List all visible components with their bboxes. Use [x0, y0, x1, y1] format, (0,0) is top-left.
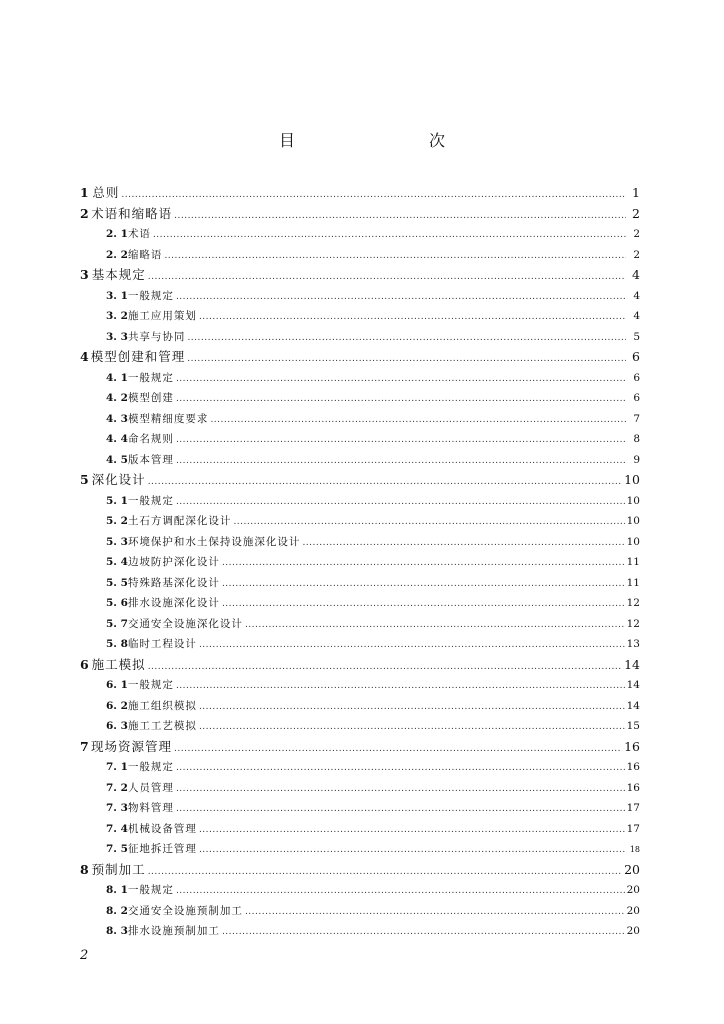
toc-entry-label: 命名规则: [127, 433, 174, 445]
toc-leader-dots: [176, 676, 625, 697]
toc-leader-dots: [199, 840, 626, 861]
toc-entry-page: 10: [626, 535, 640, 548]
toc-entry-page: 18: [629, 845, 640, 854]
toc-entry-number: 3: [80, 267, 89, 282]
toc-section-entry[interactable]: [80, 388, 640, 409]
toc-entry-label: 版本管理: [127, 453, 174, 466]
toc-entry-label: 共享与协同: [127, 330, 186, 343]
toc-entry-number: 8. 2: [106, 904, 128, 917]
toc-chapter-entry[interactable]: [80, 470, 640, 491]
toc-section-entry[interactable]: [80, 532, 640, 553]
toc-entry-label: 机械设备管理: [127, 822, 197, 835]
toc-entry-page: 4: [632, 267, 640, 282]
toc-leader-dots: [148, 472, 622, 493]
toc-leader-dots: [222, 922, 625, 943]
toc-section-entry[interactable]: [80, 798, 640, 819]
toc-entry-page: 20: [624, 861, 640, 877]
toc-entry-page: 10: [626, 515, 640, 527]
toc-entry-label: 特殊路基深化设计: [127, 576, 220, 589]
toc-entry-page: 14: [624, 656, 640, 672]
toc-entry-number: 4: [80, 349, 89, 364]
toc-entry-page: 17: [626, 822, 640, 835]
toc-entry-label: 一般规定: [127, 371, 174, 384]
toc-entry-number: 7. 3: [106, 802, 128, 814]
toc-leader-dots: [121, 185, 626, 206]
toc-section-entry[interactable]: [80, 224, 640, 245]
toc-section-entry[interactable]: [80, 696, 640, 717]
toc-entry-number: 5. 8: [106, 638, 128, 650]
toc-section-entry[interactable]: [80, 306, 640, 327]
toc-section-entry[interactable]: [80, 327, 640, 348]
toc-entry-number: 8. 1: [106, 884, 128, 896]
toc-entry-number: 3. 1: [106, 289, 128, 302]
toc-leader-dots: [176, 758, 625, 779]
toc-section-entry[interactable]: [80, 552, 640, 573]
toc-entry-label: 模型精细度要求: [127, 412, 209, 425]
toc-entry-label: 物料管理: [127, 802, 174, 814]
toc-leader-dots: [176, 287, 626, 308]
toc-entry-page: 12: [626, 617, 640, 630]
toc-entry-page: 14: [626, 679, 640, 691]
toc-entry-label: 交通安全设施预制加工: [127, 904, 243, 917]
toc-leader-dots: [153, 225, 626, 246]
toc-section-entry[interactable]: [80, 573, 640, 594]
toc-section-entry[interactable]: [80, 778, 640, 799]
toc-entry-page: 2: [633, 228, 640, 240]
toc-entry-page: 2: [633, 248, 640, 261]
toc-leader-dots: [176, 389, 626, 410]
toc-leader-dots: [174, 739, 622, 760]
toc-entry-number: 7. 4: [106, 822, 128, 835]
toc-section-entry[interactable]: [80, 757, 640, 778]
toc-section-entry[interactable]: [80, 491, 640, 512]
toc-chapter-entry[interactable]: [80, 183, 640, 204]
toc-section-entry[interactable]: [80, 409, 640, 430]
toc-section-entry[interactable]: [80, 819, 640, 840]
toc-entry-number: 2. 1: [106, 228, 128, 240]
toc-leader-dots: [199, 717, 625, 738]
page-number: 2: [80, 948, 89, 963]
toc-leader-dots: [302, 533, 624, 554]
toc-entry-page: 10: [624, 472, 640, 487]
toc-entry-number: 1: [80, 185, 89, 200]
toc-entry-label: 一般规定: [127, 761, 174, 773]
toc-chapter-entry[interactable]: [80, 655, 640, 676]
toc-entry-label: 模型创建: [127, 392, 174, 404]
toc-entry-number: 7. 1: [106, 761, 128, 773]
toc-entry-page: 8: [633, 433, 640, 445]
toc-leader-dots: [187, 349, 626, 370]
toc-entry-number: 5. 2: [106, 515, 128, 527]
toc-entry-page: 9: [633, 453, 640, 466]
toc-entry-number: 5. 6: [106, 597, 128, 609]
toc-entry-page: 16: [626, 781, 640, 794]
toc-entry-label: 边坡防护深化设计: [127, 556, 220, 568]
toc-section-entry[interactable]: [80, 901, 640, 922]
toc-entry-page: 4: [633, 289, 640, 302]
toc-leader-dots: [199, 307, 626, 328]
toc-entry-number: 2: [80, 205, 89, 221]
toc-leader-dots: [164, 246, 626, 267]
toc-entry-label: 施工模拟: [91, 656, 146, 672]
toc-entry-number: 5: [80, 472, 89, 487]
toc-entry-number: 7. 2: [106, 781, 128, 794]
toc-entry-label: 预制加工: [91, 861, 146, 877]
toc-entry-label: 环境保护和水土保持设施深化设计: [127, 535, 301, 548]
toc-leader-dots: [148, 657, 622, 678]
toc-section-entry[interactable]: [80, 614, 640, 635]
toc-entry-label: 临时工程设计: [127, 638, 197, 650]
toc-leader-dots: [222, 574, 625, 595]
toc-leader-dots: [199, 635, 625, 656]
toc-entry-label: 一般规定: [127, 494, 174, 507]
toc-entry-number: 8: [80, 861, 89, 877]
toc-leader-dots: [176, 881, 625, 902]
toc-entry-number: 7. 5: [106, 843, 128, 855]
toc-entry-label: 基本规定: [91, 267, 146, 282]
toc-entry-page: 6: [632, 349, 640, 364]
toc-entry-page: 20: [626, 904, 640, 917]
toc-entry-label: 征地拆迁管理: [127, 843, 197, 855]
toc-entry-label: 缩略语: [127, 248, 163, 261]
toc-leader-dots: [174, 206, 626, 227]
toc-entry-page: 11: [626, 576, 640, 589]
toc-entry-page: 16: [624, 738, 640, 754]
toc-entry-label: 一般规定: [127, 679, 174, 691]
toc-entry-number: 6: [80, 656, 89, 672]
toc-leader-dots: [176, 492, 625, 513]
toc-chapter-entry[interactable]: [80, 347, 640, 368]
toc-entry-page: 17: [626, 802, 640, 814]
toc-entry-page: 20: [626, 925, 640, 937]
toc-entry-label: 土石方调配深化设计: [127, 515, 232, 527]
toc-entry-label: 深化设计: [91, 472, 146, 487]
toc-entry-page: 7: [633, 412, 640, 425]
toc-leader-dots: [233, 512, 624, 533]
toc-entry-number: 5. 7: [106, 617, 128, 630]
toc-entry-page: 2: [632, 205, 640, 221]
toc-entry-number: 3. 2: [106, 310, 128, 322]
toc-section-entry[interactable]: [80, 839, 640, 860]
toc-section-entry[interactable]: [80, 880, 640, 901]
toc-entry-label: 现场资源管理: [91, 738, 173, 754]
toc-entry-page: 12: [626, 597, 640, 609]
toc-entry-label: 术语: [127, 228, 151, 240]
toc-leader-dots: [148, 862, 622, 883]
toc-entry-number: 8. 3: [106, 925, 128, 937]
toc-entry-page: 20: [626, 884, 640, 896]
toc-leader-dots: [245, 615, 625, 636]
toc-entry-number: 6. 2: [106, 699, 128, 712]
toc-section-entry[interactable]: [80, 429, 640, 450]
toc-entry-label: 人员管理: [127, 781, 174, 794]
toc-entry-page: 6: [633, 392, 640, 404]
toc-entry-page: 1: [632, 185, 640, 200]
toc-leader-dots: [176, 451, 626, 472]
toc-entry-page: 14: [626, 699, 640, 712]
toc-leader-dots: [210, 410, 626, 431]
toc-entry-number: 7: [80, 738, 89, 754]
toc-leader-dots: [148, 267, 626, 288]
toc-entry-page: 4: [633, 310, 640, 322]
toc-entry-label: 排水设施深化设计: [127, 597, 220, 609]
toc-entry-number: 3. 3: [106, 330, 128, 343]
toc-leader-dots: [176, 799, 625, 820]
toc-entry-number: 5. 1: [106, 494, 128, 507]
toc-entry-number: 5. 5: [106, 576, 128, 589]
toc-entry-label: 术语和缩略语: [91, 205, 173, 221]
page-title: 目 次: [278, 131, 479, 150]
toc-entry-label: 施工工艺模拟: [127, 720, 197, 732]
toc-section-entry[interactable]: [80, 716, 640, 737]
toc-entry-label: 模型创建和管理: [90, 349, 186, 364]
toc-leader-dots: [176, 369, 626, 390]
toc-chapter-entry[interactable]: [80, 265, 640, 286]
toc-entry-label: 交通安全设施深化设计: [127, 617, 243, 630]
toc-entry-page: 16: [626, 761, 640, 773]
toc-entry-label: 排水设施预制加工: [127, 925, 220, 937]
toc-section-entry[interactable]: [80, 368, 640, 389]
toc-leader-dots: [222, 553, 625, 574]
toc-entry-label: 一般规定: [127, 884, 174, 896]
toc-leader-dots: [199, 697, 625, 718]
toc-entry-number: 6. 1: [106, 679, 128, 691]
toc-leader-dots: [222, 594, 625, 615]
toc-entry-page: 5: [633, 330, 640, 343]
toc-section-entry[interactable]: [80, 593, 640, 614]
toc-section-entry[interactable]: [80, 286, 640, 307]
toc-section-entry[interactable]: [80, 921, 640, 942]
toc-entry-number: 4. 4: [106, 433, 128, 445]
toc-entry-page: 6: [633, 371, 640, 384]
toc-entry-label: 施工应用策划: [127, 310, 197, 322]
table-of-contents: [80, 183, 640, 942]
toc-entry-number: 4. 1: [106, 371, 128, 384]
toc-chapter-entry[interactable]: [80, 860, 640, 881]
toc-section-entry[interactable]: [80, 675, 640, 696]
toc-entry-number: 4. 5: [106, 453, 128, 466]
toc-leader-dots: [176, 779, 625, 800]
toc-entry-page: 10: [626, 494, 640, 507]
toc-entry-page: 13: [626, 638, 640, 650]
toc-entry-label: 总则: [92, 185, 120, 200]
toc-chapter-entry[interactable]: [80, 737, 640, 758]
toc-section-entry[interactable]: [80, 511, 640, 532]
toc-entry-number: 6. 3: [106, 720, 128, 732]
toc-entry-number: 4. 2: [106, 392, 128, 404]
toc-leader-dots: [199, 820, 625, 841]
toc-entry-number: 4. 3: [106, 412, 128, 425]
toc-leader-dots: [187, 328, 626, 349]
toc-entry-number: 5. 4: [106, 556, 128, 568]
toc-leader-dots: [176, 430, 626, 451]
toc-section-entry[interactable]: [80, 450, 640, 471]
toc-entry-page: 15: [626, 720, 640, 732]
toc-section-entry[interactable]: [80, 245, 640, 266]
toc-chapter-entry[interactable]: [80, 204, 640, 225]
toc-entry-label: 一般规定: [127, 289, 174, 302]
toc-entry-page: 11: [626, 556, 640, 568]
toc-leader-dots: [245, 902, 625, 923]
toc-entry-number: 2. 2: [106, 248, 128, 261]
toc-entry-number: 5. 3: [106, 535, 128, 548]
toc-entry-label: 施工组织模拟: [127, 699, 197, 712]
toc-section-entry[interactable]: [80, 634, 640, 655]
